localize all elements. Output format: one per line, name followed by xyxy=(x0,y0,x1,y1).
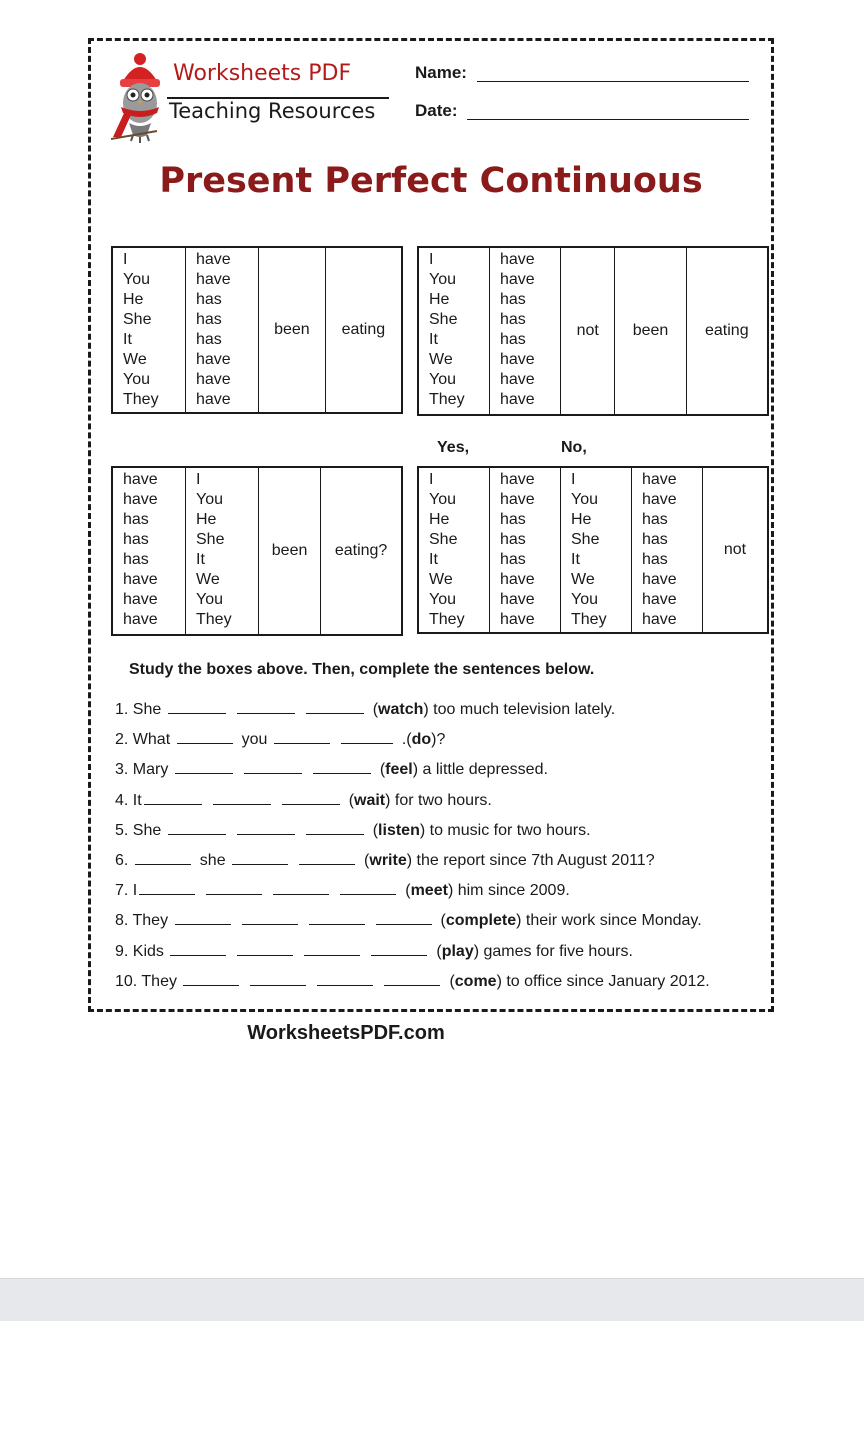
cell-subject: We xyxy=(123,351,147,368)
item-verb: listen xyxy=(378,821,420,839)
cell-subject: He xyxy=(123,291,144,308)
exercise-item: 2. What you .(do)? xyxy=(115,731,446,749)
owl-logo-icon xyxy=(111,51,169,143)
no-aux-column xyxy=(632,467,703,633)
cell-verb: eating xyxy=(686,247,768,415)
exercise-item: 5. She (listen) to music for two hours. xyxy=(115,821,591,839)
short-answer-table xyxy=(417,466,769,634)
exercise-item: 8. They (complete) their work since Monday. xyxy=(115,912,702,930)
item-number: 1. xyxy=(115,701,129,718)
instruction-text: Study the boxes above. Then, complete the sentences below. xyxy=(129,661,595,678)
cell-subject: It xyxy=(429,331,438,348)
answer-blank[interactable] xyxy=(168,713,226,714)
answer-blank[interactable] xyxy=(313,773,371,774)
yes-label: Yes, xyxy=(437,439,470,456)
cell-aux: have xyxy=(500,391,535,408)
cell-not: not xyxy=(561,247,615,415)
cell-aux: have xyxy=(500,571,535,588)
cell-aux: have xyxy=(123,591,158,608)
brand-name: Worksheets PDF xyxy=(173,61,352,86)
cell-subject: He xyxy=(429,291,450,308)
answer-blank[interactable] xyxy=(175,924,231,925)
answer-blank[interactable] xyxy=(232,864,288,865)
answer-blank[interactable] xyxy=(273,894,329,895)
cell-aux: have xyxy=(642,491,677,508)
item-verb: meet xyxy=(410,882,448,900)
exercise-item: 6. she (write) the report since 7th August 2011? xyxy=(115,851,655,869)
viewer-bottom-bar xyxy=(0,1278,864,1321)
cell-aux: have xyxy=(196,391,231,408)
cell-aux: have xyxy=(500,271,535,288)
answer-blank[interactable] xyxy=(341,743,393,744)
cell-aux: have xyxy=(123,491,158,508)
item-rest: games for five hours. xyxy=(483,942,633,960)
item-rest: ? xyxy=(436,731,446,749)
cell-subject: You xyxy=(429,491,456,508)
cell-aux: have xyxy=(123,571,158,588)
answer-blank[interactable] xyxy=(282,804,340,805)
cell-subject: They xyxy=(123,391,159,408)
item-rest: him since 2009. xyxy=(457,882,570,900)
subject-column xyxy=(186,467,259,635)
no-subject-column xyxy=(561,467,632,633)
cell-aux: have xyxy=(642,591,677,608)
cell-subject: I xyxy=(196,471,201,488)
cell-aux: have xyxy=(500,491,535,508)
cell-subject: We xyxy=(429,351,453,368)
item-subject: What xyxy=(132,731,171,749)
auxiliary-column xyxy=(186,247,259,413)
cell-aux: has xyxy=(123,531,149,548)
item-middle: she xyxy=(199,851,226,869)
cell-subject: You xyxy=(571,591,598,608)
cell-aux: has xyxy=(196,311,222,328)
cell-aux: have xyxy=(123,611,158,628)
answer-blank[interactable] xyxy=(244,773,302,774)
cell-aux: have xyxy=(500,351,535,368)
cell-aux: have xyxy=(500,371,535,388)
answer-blank[interactable] xyxy=(206,894,262,895)
item-subject: She xyxy=(132,821,162,839)
cell-aux: have xyxy=(196,351,231,368)
cell-subject: He xyxy=(571,511,592,528)
cell-aux: has xyxy=(196,331,222,348)
answer-blank[interactable] xyxy=(237,713,295,714)
date-label: Date: xyxy=(415,101,458,120)
item-rest: to office since January 2012. xyxy=(506,972,710,990)
cell-subject: They xyxy=(196,611,232,628)
cell-aux: has xyxy=(500,531,526,548)
answer-blank[interactable] xyxy=(213,804,271,805)
cell-subject: You xyxy=(571,491,598,508)
item-verb: write xyxy=(369,851,407,869)
cell-subject: They xyxy=(429,611,465,628)
answer-blank[interactable] xyxy=(306,713,364,714)
item-verb: watch xyxy=(378,701,424,718)
item-subject: Kids xyxy=(132,942,164,960)
cell-subject: It xyxy=(196,551,205,568)
site-url: WorksheetsPDF.com xyxy=(247,1022,445,1044)
item-subject: They xyxy=(132,912,169,930)
cell-subject: She xyxy=(571,531,600,548)
cell-subject: You xyxy=(429,271,456,288)
cell-subject: You xyxy=(429,371,456,388)
answer-blank[interactable] xyxy=(168,834,226,835)
cell-subject: You xyxy=(196,491,223,508)
item-subject: She xyxy=(132,701,162,718)
item-verb: complete xyxy=(445,912,517,930)
item-subject: They xyxy=(141,972,177,990)
cell-subject: You xyxy=(429,591,456,608)
answer-blank[interactable] xyxy=(144,804,202,805)
item-number: 8. xyxy=(115,912,129,930)
cell-aux: has xyxy=(196,291,222,308)
yes-subject-column xyxy=(418,467,490,633)
item-number: 3. xyxy=(115,761,129,779)
cell-aux: has xyxy=(500,331,526,348)
answer-blank[interactable] xyxy=(299,864,355,865)
exercise-item: 7. I (meet) him since 2009. xyxy=(115,882,570,900)
answer-blank[interactable] xyxy=(304,955,360,956)
answer-blank[interactable] xyxy=(175,773,233,774)
cell-subject: She xyxy=(196,531,225,548)
cell-not: not xyxy=(703,467,769,633)
worksheet xyxy=(88,38,774,1012)
cell-verb: eating? xyxy=(321,467,402,635)
cell-aux: has xyxy=(642,551,668,568)
answer-blank[interactable] xyxy=(135,864,191,865)
answer-blank[interactable] xyxy=(250,985,306,986)
cell-aux: has xyxy=(500,511,526,528)
cell-subject: It xyxy=(123,331,132,348)
item-verb: feel xyxy=(385,761,413,779)
cell-aux: have xyxy=(196,251,231,268)
exercise-item: 4. It (wait) for two hours. xyxy=(115,791,492,809)
answer-blank[interactable] xyxy=(139,894,195,895)
cell-aux: has xyxy=(500,291,526,308)
cell-been: been xyxy=(259,467,321,635)
cell-subject: He xyxy=(196,511,217,528)
item-rest: the report since 7th August 2011? xyxy=(416,851,655,869)
yes-aux-column xyxy=(490,467,561,633)
cell-aux: have xyxy=(500,471,535,488)
cell-subject: We xyxy=(571,571,595,588)
page-title: Present Perfect Continuous xyxy=(159,161,703,201)
item-number: 9. xyxy=(115,942,129,960)
brand-tagline: Teaching Resources xyxy=(169,99,376,123)
item-verb: wait xyxy=(354,791,386,809)
negative-table xyxy=(417,246,769,416)
cell-subject: I xyxy=(429,251,434,268)
item-number: 2. xyxy=(115,731,129,749)
cell-aux: has xyxy=(123,511,149,528)
answer-blank[interactable] xyxy=(274,743,330,744)
item-rest: to music for two hours. xyxy=(429,821,591,839)
cell-aux: has xyxy=(123,551,149,568)
cell-aux: has xyxy=(642,531,668,548)
cell-been: been xyxy=(259,247,326,413)
item-verb: play xyxy=(441,942,474,960)
answer-blank[interactable] xyxy=(183,985,239,986)
cell-been: been xyxy=(615,247,686,415)
exercise-item: 10. They (come) to office since January 2012. xyxy=(115,972,710,990)
item-subject: It xyxy=(132,791,142,809)
answer-blank[interactable] xyxy=(371,955,427,956)
cell-subject: He xyxy=(429,511,450,528)
auxiliary-column xyxy=(112,467,186,635)
cell-subject: You xyxy=(123,371,150,388)
answer-blank[interactable] xyxy=(237,955,293,956)
answer-blank[interactable] xyxy=(242,924,298,925)
cell-aux: have xyxy=(500,591,535,608)
cell-subject: We xyxy=(196,571,220,588)
item-rest: their work since Monday. xyxy=(525,912,702,930)
name-label: Name: xyxy=(415,63,467,82)
answer-blank[interactable] xyxy=(170,955,226,956)
cell-subject: It xyxy=(429,551,438,568)
cell-subject: You xyxy=(196,591,223,608)
cell-aux: have xyxy=(642,571,677,588)
question-table xyxy=(111,466,403,636)
answer-blank[interactable] xyxy=(340,894,396,895)
cell-subject: They xyxy=(429,391,465,408)
answer-blank[interactable] xyxy=(237,834,295,835)
answer-blank[interactable] xyxy=(317,985,373,986)
cell-aux: has xyxy=(500,551,526,568)
item-rest: too much television lately. xyxy=(433,701,616,718)
item-rest: for two hours. xyxy=(394,791,492,809)
item-number: 7. xyxy=(115,882,129,900)
date-input-line[interactable] xyxy=(467,119,749,120)
cell-aux: have xyxy=(500,611,535,628)
answer-blank[interactable] xyxy=(177,743,233,744)
cell-subject: We xyxy=(429,571,453,588)
cell-aux: have xyxy=(196,371,231,388)
cell-subject: I xyxy=(571,471,576,488)
cell-aux: have xyxy=(642,611,677,628)
auxiliary-column xyxy=(490,247,561,415)
item-verb: do xyxy=(411,731,432,749)
subject-column xyxy=(112,247,186,413)
subject-column xyxy=(418,247,490,415)
cell-verb: eating xyxy=(325,247,402,413)
item-number: 10. xyxy=(115,972,138,990)
item-number: 4. xyxy=(115,791,129,809)
affirmative-table xyxy=(111,246,403,414)
cell-aux: have xyxy=(500,251,535,268)
item-subject: I xyxy=(132,882,138,900)
cell-subject: I xyxy=(429,471,434,488)
answer-blank[interactable] xyxy=(384,985,440,986)
exercise-item: 9. Kids (play) games for five hours. xyxy=(115,942,633,960)
item-number: 5. xyxy=(115,821,129,839)
exercise-item: 1. She (watch) too much television lately. xyxy=(115,701,616,718)
item-verb: come xyxy=(454,972,497,990)
cell-subject: She xyxy=(429,311,458,328)
item-subject: Mary xyxy=(132,761,169,779)
cell-subject: She xyxy=(429,531,458,548)
cell-aux: has xyxy=(500,311,526,328)
cell-subject: I xyxy=(123,251,128,268)
cell-aux: have xyxy=(123,471,158,488)
cell-subject: You xyxy=(123,271,150,288)
item-number: 6. xyxy=(115,851,129,869)
cell-subject: They xyxy=(571,611,607,628)
answer-blank[interactable] xyxy=(376,924,432,925)
answer-blank[interactable] xyxy=(306,834,364,835)
cell-subject: She xyxy=(123,311,152,328)
cell-aux: has xyxy=(642,511,668,528)
cell-aux: have xyxy=(196,271,231,288)
exercise-item: 3. Mary (feel) a little depressed. xyxy=(115,761,548,779)
item-middle: you xyxy=(241,731,268,749)
exercise-list xyxy=(115,695,775,997)
cell-subject: It xyxy=(571,551,580,568)
no-label: No, xyxy=(561,439,587,456)
name-input-line[interactable] xyxy=(477,81,749,82)
answer-blank[interactable] xyxy=(309,924,365,925)
item-rest: a little depressed. xyxy=(422,761,548,779)
cell-aux: have xyxy=(642,471,677,488)
